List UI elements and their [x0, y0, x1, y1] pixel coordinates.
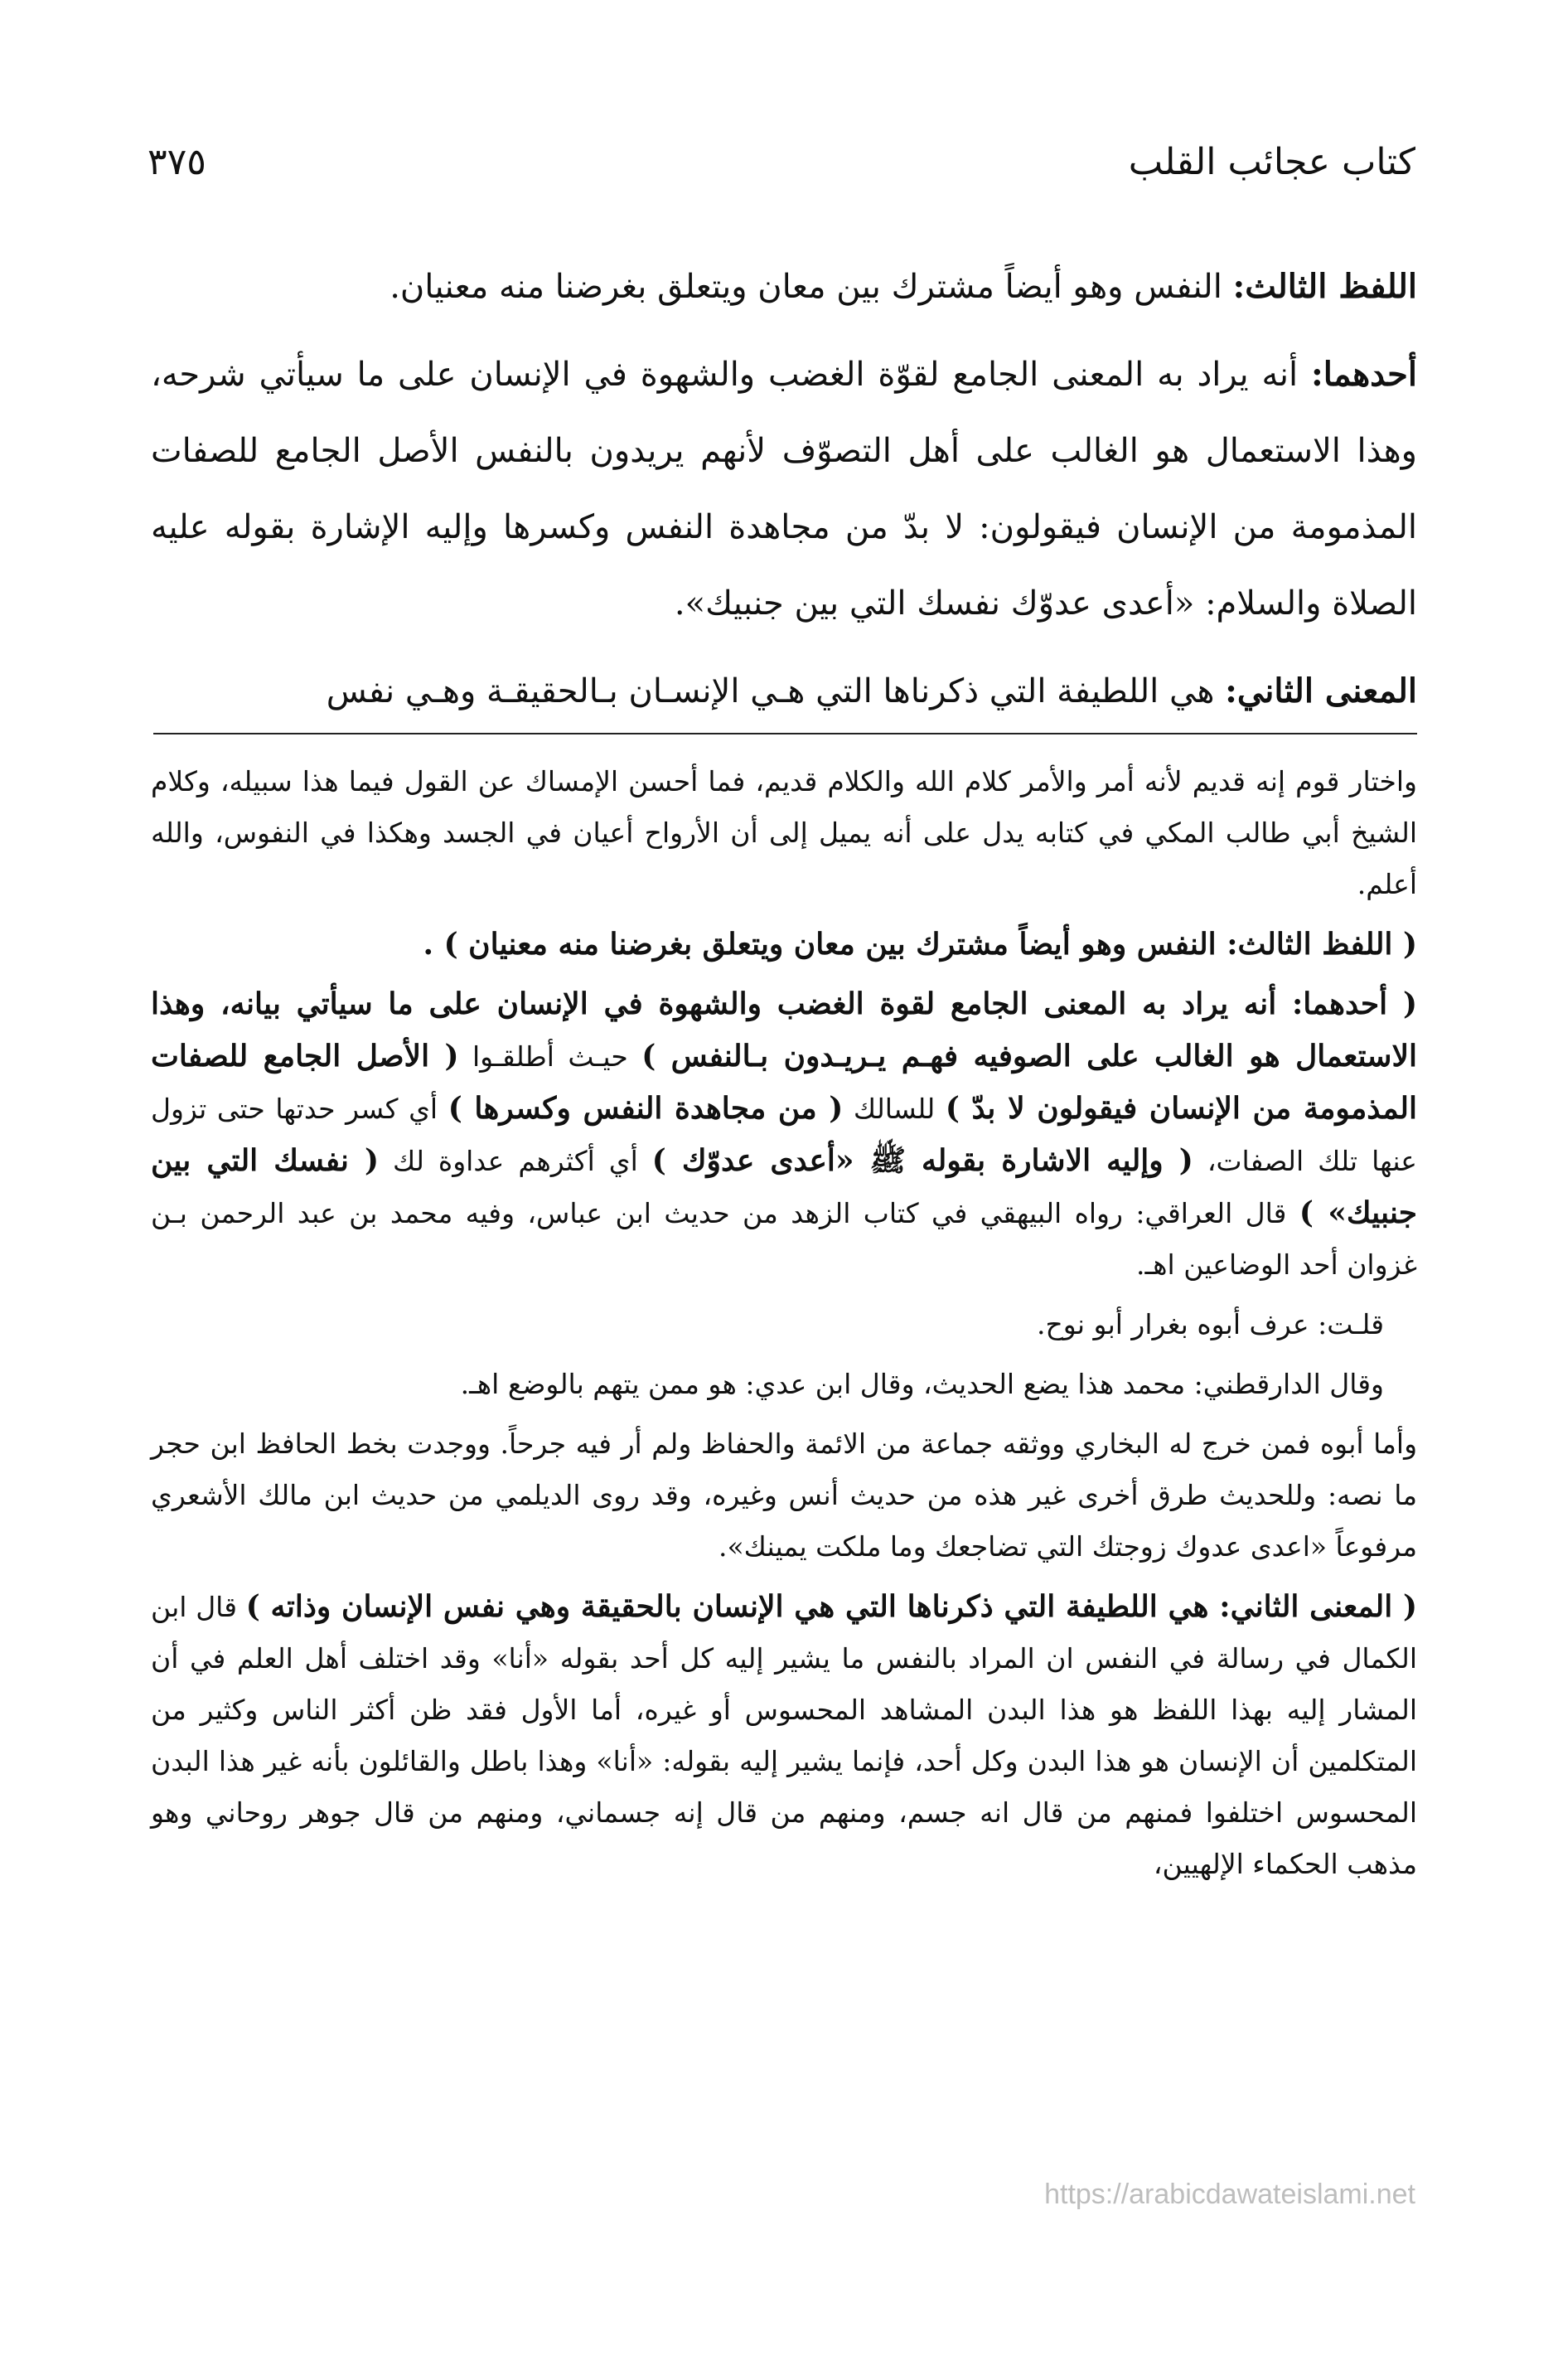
commentary-text: أي كسر حدتها حتى تزول عنها تلك الصفات،: [151, 1093, 1417, 1177]
commentary-text: قال العراقي: رواه البيهقي في كتاب الزهد من حديث ابن عباس، وفيه محمد بن عبد الرحمن بـن غزوان أحد الوضاعين اهـ.: [151, 1197, 1417, 1281]
commentary-paragraph: وأما أبوه فمن خرج له البخاري ووثقه جماعة من الائمة والحفاظ ولم أر فيه جرحاً. ووجدت بخط الحافظ ابن حجر ما نصه: وللحديث طرق أخرى غير هذه من حديث أنس وغيره، وقد روى الديلمي من حديث ابن مالك الأشعري مرفوعاً «اعدى عدوك زوجتك التي تضاجعك وما ملكت يمينك».: [151, 1428, 1417, 1563]
commentary-quote: ( المعنى الثاني: هي اللطيفة التي ذكرناها التي هي الإنسان بالحقيقة وهي نفس الإنسان وذاته ): [245, 1589, 1417, 1624]
commentary-quote: ( اللفظ الثالث: النفس وهو أيضاً مشترك بين معان ويتعلق بغرضنا منه معنيان ) .: [423, 927, 1417, 962]
term-first-meaning: أحدهما:: [1310, 355, 1417, 394]
commentary-paragraph: قلـت: عرف أبوه بغرار أبو نوح.: [1037, 1308, 1384, 1340]
commentary-paragraph: [151, 978, 1417, 1291]
main-paragraph-2: [151, 337, 1417, 642]
running-header-title: كتاب عجائب القلب: [1128, 141, 1415, 183]
commentary-quote: ( من مجاهدة النفس وكسرها ): [448, 1091, 844, 1126]
commentary-quote: ( وإليه الاشارة بقوله ﷺ «أعدى عدوّك ): [651, 1143, 1193, 1178]
main-paragraph-3: [151, 653, 1417, 730]
commentary-text: قال ابن الكمال في رسالة في النفس ان المراد بالنفس ما يشير إليه كل أحد بقوله «أنا» وقد اختلف أهل العلم في أن المشار إليه بهذا اللفظ هو هذا البدن المشاهد المحسوس أو غيره، أما الأول فقد ظن أكثر الناس وكثير من المتكلمين أن الإنسان هو هذا البدن وكل أحد، فإنما يشير إليه بقوله: «أنا» وهذا باطل والقائلون بأنه غير هذا البدن المحسوس اختلفوا فمنهم من قال انه جسم، ومنهم من قال إنه جسماني، ومنهم من قال جوهر روحاني وهو مذهب الحكماء الإلهيين،: [151, 1591, 1417, 1880]
commentary-section: [151, 756, 1417, 1898]
commentary-text: أي أكثرهم عداوة لك: [379, 1145, 652, 1177]
main-text: [151, 249, 1417, 741]
commentary-text: للسالك: [843, 1093, 946, 1125]
main-paragraph-1: [151, 249, 1417, 325]
commentary-paragraph: وقال الدارقطني: محمد هذا يضع الحديث، وقال ابن عدي: هو ممن يتهم بالوضع اهـ.: [460, 1368, 1384, 1400]
commentary-quote: ( الأصل الجامع للصفات المذمومة من الإنسان فيقولون لا بدّ ): [151, 1039, 1417, 1126]
commentary-paragraph: واختار قوم إنه قديم لأنه أمر والأمر كلام الله والكلام قديم، فما أحسن الإمساك عن القول فيما هذا سبيله، وكلام الشيخ أبي طالب المكي في كتابه يدل على أنه يميل إلى أن الأرواح أعيان في الجسد وهكذا في النفوس، والله أعلم.: [151, 765, 1417, 900]
commentary-paragraph: [151, 1581, 1417, 1890]
commentary-quote: ( نفسك التي بين جنبيك» ): [151, 1143, 1418, 1230]
term-third-word: اللفظ الثالث:: [1232, 267, 1417, 306]
commentary-quote: ( أحدهما: أنه يراد به المعنى الجامع لقوة الغضب والشهوة في الإنسان على ما سيأتي بيانه، وهذا الاستعمال هو الغالب على الصوفيه فهـم يـريـدون بـالنفس ): [151, 986, 1418, 1074]
paragraph-text: النفس وهو أيضاً مشترك بين معان ويتعلق بغرضنا منه معنيان.: [390, 268, 1233, 306]
watermark-url: https://arabicdawateislami.net: [1044, 2179, 1415, 2210]
footnote-divider: [153, 733, 1417, 734]
paragraph-text: أنه يراد به المعنى الجامع لقوّة الغضب والشهوة في الإنسان على ما سيأتي شرحه، وهذا الاستعمال هو الغالب على أهل التصوّف لأنهم يريدون بالنفس الأصل الجامع للصفات المذمومة من الإنسان فيقولون: لا بدّ من مجاهدة النفس وكسرها وإليه الإشارة بقوله عليه الصلاة والسلام: «أعدى عدوّك نفسك التي بين جنبيك».: [151, 356, 1417, 623]
paragraph-text: هي اللطيفة التي ذكرناها التي هـي الإنسـان بـالحقيقـة وهـي نفس: [326, 672, 1226, 710]
term-second-meaning: المعنى الثاني:: [1225, 671, 1417, 710]
page-number: ٣٧٥: [148, 141, 206, 183]
commentary-text: حيـث أطلقـوا: [458, 1040, 642, 1073]
